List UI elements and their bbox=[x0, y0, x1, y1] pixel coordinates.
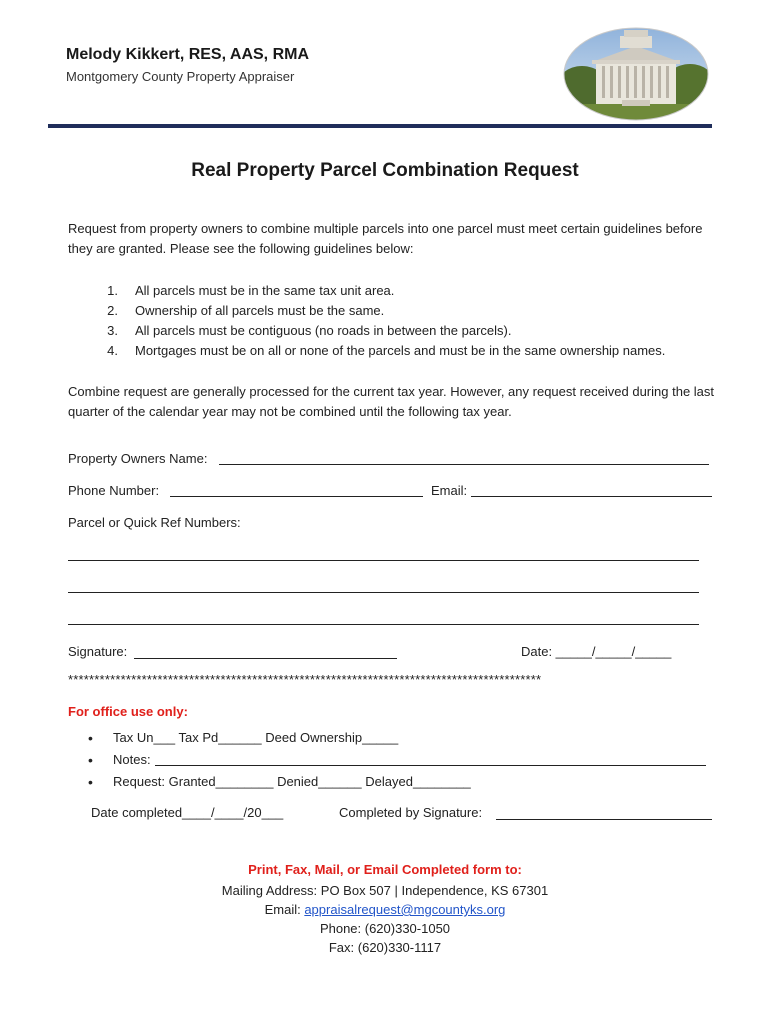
appraiser-name: Melody Kikkert, RES, AAS, RMA bbox=[66, 46, 310, 63]
guideline-text: Mortgages must be on all or none of the parcels and must be in the same ownership names. bbox=[135, 343, 666, 358]
guideline-item bbox=[68, 321, 718, 341]
office-item-request: • Request: Granted________ Denied______ Delayed________ bbox=[88, 771, 471, 793]
intro-paragraph: Request from property owners to combine multiple parcels into one parcel must meet certain guidelines before they are granted. Please see the following guidelines below: bbox=[68, 221, 703, 256]
email-link[interactable]: appraisalrequest@mgcountyks.org bbox=[304, 902, 506, 917]
guideline-item bbox=[68, 341, 718, 361]
page-title: Real Property Parcel Combination Request bbox=[191, 160, 579, 181]
parcel-numbers-label: Parcel or Quick Ref Numbers: bbox=[68, 515, 241, 530]
guidelines-list bbox=[68, 281, 718, 361]
courthouse-logo-icon bbox=[562, 26, 710, 122]
office-item-notes bbox=[88, 749, 471, 771]
email-label: Email: bbox=[431, 483, 468, 498]
guideline-item bbox=[68, 281, 718, 301]
office-use-title: For office use only: bbox=[68, 704, 188, 719]
guideline-number: 4. bbox=[107, 343, 118, 358]
office-item-tax: • Tax Un___ Tax Pd______ Deed Ownership_____ bbox=[88, 727, 471, 749]
date-completed: Date completed____/____/20___ bbox=[91, 805, 284, 820]
guideline-item bbox=[68, 301, 718, 321]
owners-name-field[interactable] bbox=[219, 464, 709, 465]
guideline-number: 3. bbox=[107, 323, 118, 338]
processing-notice: Combine request are generally processed for the current tax year. However, any request received during the last quarter of the calendar year may not be combined until the following tax year. bbox=[68, 384, 715, 419]
notes-line[interactable] bbox=[155, 765, 706, 766]
guideline-text: Ownership of all parcels must be the same. bbox=[135, 303, 385, 318]
footer-fax: Fax: (620)330-1117 bbox=[328, 940, 442, 955]
signature-field[interactable] bbox=[134, 658, 397, 659]
header-rule bbox=[48, 124, 712, 128]
completed-by-field[interactable] bbox=[496, 819, 712, 820]
parcel-line-2[interactable] bbox=[68, 592, 699, 593]
appraiser-office: Montgomery County Property Appraiser bbox=[66, 69, 295, 84]
notes-label: Notes: bbox=[113, 752, 151, 767]
mailing-address: Mailing Address: PO Box 507 | Independence, KS 67301 bbox=[221, 883, 549, 898]
date-field[interactable]: Date: _____/_____/_____ bbox=[521, 644, 672, 659]
guideline-text: All parcels must be contiguous (no roads in between the parcels). bbox=[135, 323, 512, 338]
signature-label: Signature: bbox=[68, 644, 128, 659]
owners-name-label: Property Owners Name: bbox=[68, 451, 208, 466]
section-separator: ****************************************************************************************** bbox=[68, 672, 542, 687]
phone-field[interactable] bbox=[170, 496, 423, 497]
email-field[interactable] bbox=[471, 496, 712, 497]
guideline-number: 1. bbox=[107, 283, 118, 298]
guideline-text: All parcels must be in the same tax unit area. bbox=[135, 283, 395, 298]
office-use-list bbox=[88, 727, 471, 793]
footer-phone: Phone: (620)330-1050 bbox=[319, 921, 451, 936]
parcel-line-3[interactable] bbox=[68, 624, 699, 625]
completed-by-label: Completed by Signature: bbox=[339, 805, 483, 820]
parcel-line-1[interactable] bbox=[68, 560, 699, 561]
guideline-number: 2. bbox=[107, 303, 118, 318]
footer-email bbox=[0, 902, 770, 917]
footer-title: Print, Fax, Mail, or Email Completed form to: bbox=[248, 862, 522, 877]
email-prefix: Email: bbox=[264, 902, 305, 917]
phone-label: Phone Number: bbox=[68, 483, 160, 498]
